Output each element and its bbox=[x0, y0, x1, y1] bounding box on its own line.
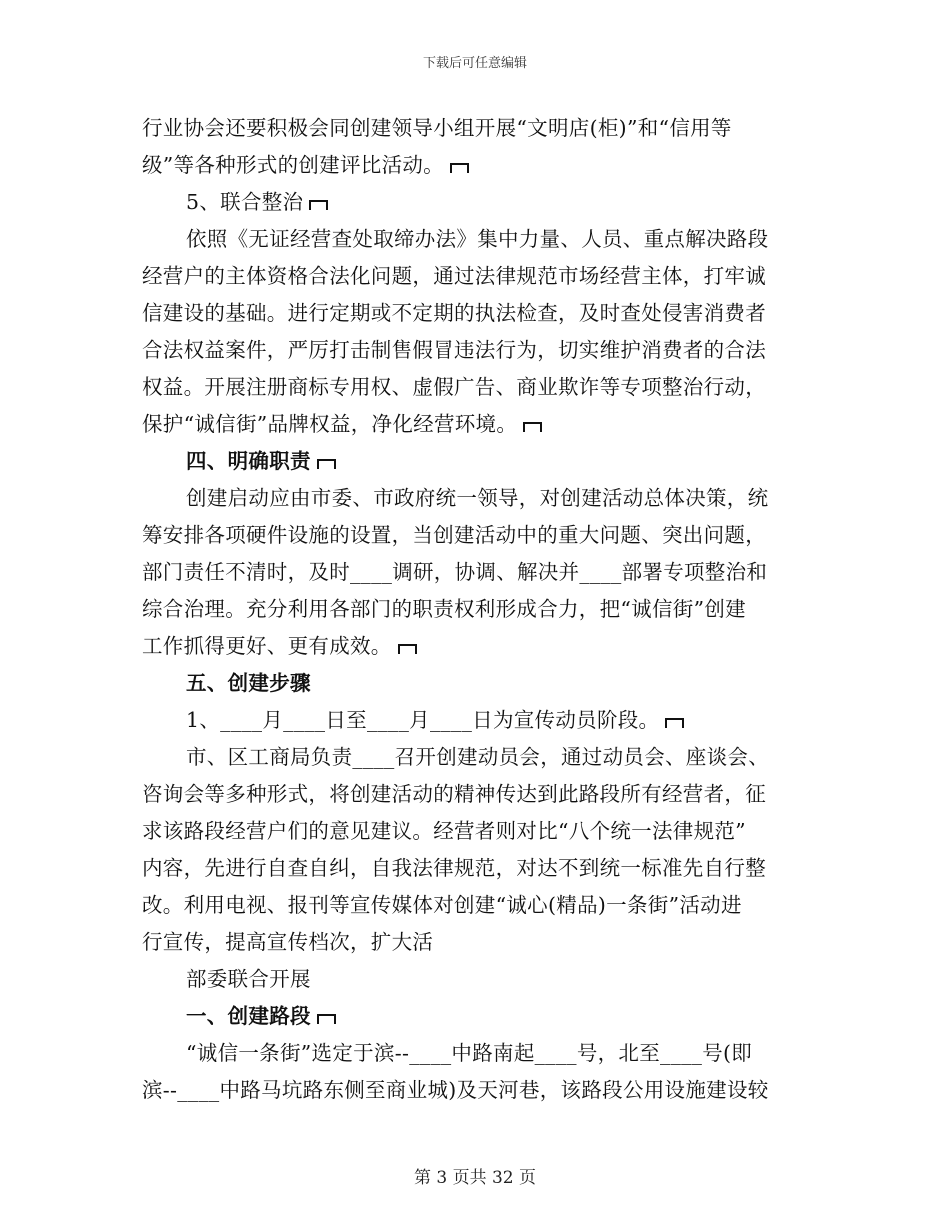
text-line-content: 行宣传，提高宣传档次，扩大活 bbox=[142, 930, 434, 954]
section-heading bbox=[142, 998, 812, 1035]
document-body bbox=[142, 110, 812, 1109]
text-line-content: 四、明确职责 bbox=[186, 449, 311, 473]
text-line bbox=[142, 332, 812, 369]
text-line-content: 保护“诚信街”品牌权益，净化经营环境。 bbox=[142, 412, 518, 436]
text-line-content: 一、创建路段 bbox=[186, 1004, 311, 1028]
text-line bbox=[142, 961, 812, 998]
text-line bbox=[142, 147, 812, 184]
text-line-content: 依照《无证经营查处取缔办法》集中力量、人员、重点解决路段 bbox=[186, 227, 769, 251]
text-line bbox=[142, 480, 812, 517]
paragraph-mark-icon bbox=[665, 718, 684, 728]
text-line-content: 5、联合整治 bbox=[186, 190, 304, 214]
paragraph-mark-icon bbox=[317, 1014, 336, 1024]
text-line bbox=[142, 850, 812, 887]
text-line-content: 市、区工商局负责____召开创建动员会，通过动员会、座谈会、 bbox=[186, 745, 769, 769]
text-line-content: 权益。开展注册商标专用权、虚假广告、商业欺诈等专项整治行动， bbox=[142, 375, 766, 399]
text-line-content: 工作抓得更好、更有成效。 bbox=[142, 634, 392, 658]
text-line bbox=[142, 258, 812, 295]
paragraph-mark-icon bbox=[309, 200, 328, 210]
section-heading bbox=[142, 443, 812, 480]
text-line-content: 行业协会还要积极会同创建领导小组开展“文明店(柜)”和“信用等 bbox=[142, 116, 732, 140]
text-line-content: 部门责任不清时，及时____调研，协调、解决并____部署专项整治和 bbox=[142, 560, 768, 584]
text-line bbox=[142, 295, 812, 332]
text-line-content: 筹安排各项硬件设施的设置，当创建活动中的重大问题、突出问题， bbox=[142, 523, 766, 547]
text-line bbox=[142, 517, 812, 554]
text-line bbox=[142, 813, 812, 850]
text-line bbox=[142, 739, 812, 776]
text-line-content: 五、创建步骤 bbox=[186, 671, 311, 695]
text-line bbox=[142, 1035, 812, 1072]
text-line-content: 信建设的基础。进行定期或不定期的执法检查，及时查处侵害消费者 bbox=[142, 301, 766, 325]
text-line bbox=[142, 776, 812, 813]
text-line bbox=[142, 369, 812, 406]
text-line bbox=[142, 221, 812, 258]
text-line bbox=[142, 110, 812, 147]
paragraph-mark-icon bbox=[523, 422, 542, 432]
text-line-content: 部委联合开展 bbox=[186, 967, 311, 991]
text-line bbox=[142, 554, 812, 591]
text-line-content: 1、____月____日至____月____日为宣传动员阶段。 bbox=[186, 708, 660, 732]
text-line-content: 咨询会等多种形式，将创建活动的精神传达到此路段所有经营者，征 bbox=[142, 782, 766, 806]
text-line-content: 内容，先进行自查自纠，自我法律规范，对达不到统一标准先自行整 bbox=[142, 856, 766, 880]
text-line-content: 级”等各种形式的创建评比活动。 bbox=[142, 153, 444, 177]
text-line bbox=[142, 1072, 812, 1109]
text-line bbox=[142, 184, 812, 221]
text-line bbox=[142, 887, 812, 924]
page-footer: 第 3 页共 32 页 bbox=[413, 1168, 537, 1188]
paragraph-mark-icon bbox=[398, 644, 417, 654]
text-line bbox=[142, 924, 812, 961]
text-line-content: “诚信一条街”选定于滨--____中路南起____号，北至____号(即 bbox=[186, 1041, 753, 1065]
text-line-content: 求该路段经营户们的意见建议。经营者则对比“八个统一法律规范” bbox=[142, 819, 746, 843]
text-line bbox=[142, 406, 812, 443]
section-heading bbox=[142, 665, 812, 702]
text-line bbox=[142, 591, 812, 628]
text-line-content: 改。利用电视、报刊等宣传媒体对创建“诚心(精品)一条街”活动进 bbox=[142, 893, 742, 917]
text-line-content: 创建启动应由市委、市政府统一领导，对创建活动总体决策，统 bbox=[186, 486, 769, 510]
text-line bbox=[142, 628, 812, 665]
text-line-content: 滨--____中路马坑路东侧至商业城)及天河巷，该路段公用设施建设较 bbox=[142, 1078, 769, 1102]
paragraph-mark-icon bbox=[450, 163, 469, 173]
page-header: 下载后可任意编辑 bbox=[422, 56, 527, 71]
paragraph-mark-icon bbox=[317, 459, 336, 469]
text-line-content: 合法权益案件，严厉打击制售假冒违法行为，切实维护消费者的合法 bbox=[142, 338, 766, 362]
text-line-content: 综合治理。充分利用各部门的职责权利形成合力，把“诚信街”创建 bbox=[142, 597, 746, 621]
text-line bbox=[142, 702, 812, 739]
text-line-content: 经营户的主体资格合法化问题，通过法律规范市场经营主体，打牢诚 bbox=[142, 264, 766, 288]
